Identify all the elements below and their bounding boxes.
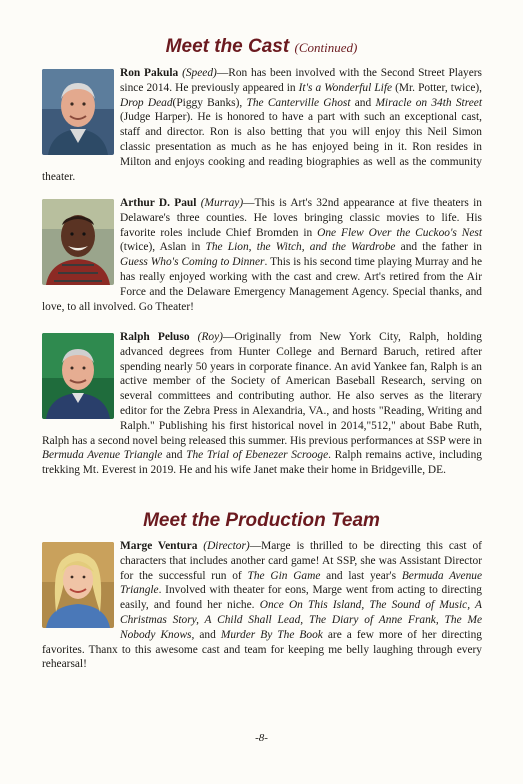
- cast-heading-title: Meet the Cast: [165, 36, 290, 57]
- cast-name: Arthur D. Paul: [120, 197, 197, 209]
- headshot-ron-pakula: [42, 69, 114, 155]
- cast-role: (Murray): [200, 197, 244, 209]
- headshot-ralph-peluso: [42, 333, 114, 419]
- cast-heading-subtitle: (Continued): [294, 40, 358, 55]
- headshot-marge-ventura: [42, 542, 114, 628]
- team-role: (Director): [203, 540, 250, 552]
- cast-bio-text: —Ron has been involved with the Second Street Players since 2014. He previously appeared in It's a Wonderful Life (Mr. Potter, twice), Drop Dead(Piggy Banks), The Canterville Ghost and Miracle on 34th Street (Judge Harper). He is honored to have a part with such an exceptional cast, staff and director. Ron is also betting that you will enjoy this Neil Simon classic presentation as much as he has enjoyed being in it. Ron resides in Milton and enjoys cooking and reading biographies as well as the community theater.: [42, 67, 483, 183]
- team-heading: [0, 510, 523, 532]
- cast-heading: [0, 36, 523, 58]
- cast-bio-ralph-peluso: [42, 330, 482, 478]
- cast-bio-text: —This is Art's 32nd appearance at five theaters in Delaware's three counties. He loves bringing classic movies to life. His favorite roles include Chief Bromden in One Flew Over the Cuckoo's Nest (twice), Aslan in The Lion, the Witch, and the Wardrobe and the father in Guess Who's Coming to Dinner. This is his second time playing Murray and he has really enjoyed working with the cast and crew. Art's retired from the Air Force and the Delaware Emergency Management Agency. Special thanks, and love, to all involved. Go Theater!: [42, 197, 483, 313]
- team-name: Marge Ventura: [120, 540, 198, 552]
- team-heading-title: Meet the Production Team: [143, 510, 380, 531]
- cast-bio-ron-pakula: [42, 66, 482, 184]
- cast-bio-text: —Originally from New York City, Ralph, holding advanced degrees from Hunter College and Bernard Baruch, retired after spending nearly 50 years in corporate finance. An avid Yankee fan, Ralph is an active member of the Society of American Baseball Research, serving on several committees and contributing author. He also serves as the literary editor for the Zebra Press in Alexandria, VA., and hosts "Reading, Writing and Ralph." Publishing his first historical novel in 2014,"512," about Babe Ruth, Ralph has a second novel being released this summer. His previous performances at SSP were in Bermuda Avenue Triangle and The Trial of Ebenezer Scrooge. Ralph remains active, including trekking Mt. Everest in 2019. He and his wife Janet make their home in Bridgeville, DE.: [42, 331, 482, 477]
- cast-name: Ron Pakula: [120, 67, 179, 79]
- cast-bio-arthur-paul: [42, 196, 482, 314]
- team-bio-text: —Marge is thrilled to be directing this cast of characters that includes another card game! At SSP, she was Assistant Director for the successful run of The Gin Game and last year's Bermuda Avenue Triangle. Involved with theater for eons, Marge went from acting to directing easily, and found her niche. Once On This Island, The Sound of Music, A Christmas Story, A Child Shall Lead, The Diary of Anne Frank, The Me Nobody Knows, and Murder By The Book are a few more of her directing favorites. Thanx to this awesome cast and team for keeping me belly laughing through every rehearsal!: [42, 540, 483, 671]
- cast-role: (Speed): [182, 67, 217, 79]
- cast-name: Ralph Peluso: [120, 331, 190, 343]
- team-bio-marge-ventura: [42, 539, 482, 672]
- headshot-arthur-paul: [42, 199, 114, 285]
- page-number: -8-: [255, 732, 268, 744]
- cast-role: (Roy): [197, 331, 223, 343]
